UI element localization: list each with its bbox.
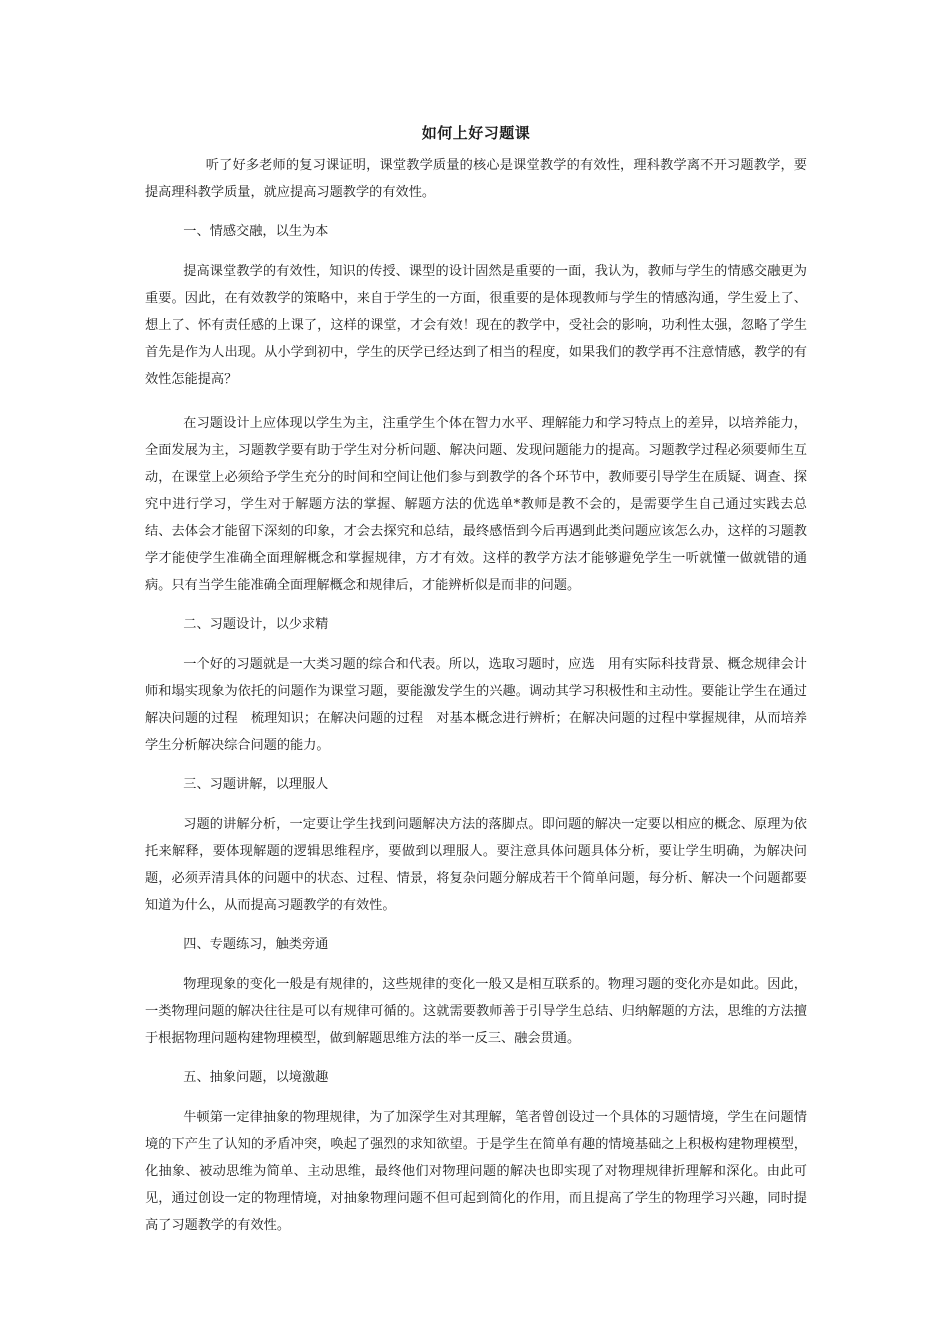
section-1-heading: 一、情感交融，以生为本 (183, 224, 329, 239)
document-page (145, 122, 807, 1239)
section-3-paragraph-1: 习题的讲解分析，一定要让学生找到问题解决方法的落脚点。即问题的解决一定要以相应的概念、原理为依托来解释，要体现解题的逻辑思维程序，要做到以理服人。要注意具体问题具体分析，要让学生明确，为解决问题，必须弄清具体的问题中的状态、过程、情景，将复杂问题分解成若干个简单问题，每分析、解决一个问题都要知道为什么，从而提高习题教学的有效性。 (145, 817, 807, 913)
section-2-heading: 二、习题设计，以少求精 (183, 617, 329, 632)
section-1-paragraph-1: 提高课堂教学的有效性，知识的传授、课型的设计固然是重要的一面，我认为，教师与学生的情感交融更为重要。因此，在有效教学的策略中，来自于学生的一方面，很重要的是体现教师与学生的情感沟通，学生爱上了、想上了、怀有责任感的上课了，这样的课堂，才会有效！现在的教学中，受社会的影响，功利性太强，忽略了学生首先是作为人出现。从小学到初中，学生的厌学已经达到了相当的程度，如果我们的教学再不注意情感，教学的有效性怎能提高？ (145, 264, 807, 387)
section-5-paragraph-1: 牛顿第一定律抽象的物理规律，为了加深学生对其理解，笔者曾创设过一个具体的习题情境，学生在问题情境的下产生了认知的矛盾冲突，唤起了强烈的求知欲望。于是学生在简单有趣的情境基础之上积极构建物理模型，化抽象、被动思维为简单、主动思维，最终他们对物理问题的解决也即实现了对物理规律折理解和深化。由此可见，通过创设一定的物理情境，对抽象物理问题不但可起到简化的作用，而且提高了学生的物理学习兴趣，同时提高了习题教学的有效性。 (145, 1110, 807, 1233)
section-2-paragraph-1: 一个好的习题就是一大类习题的综合和代表。所以，选取习题时，应选 用有实际科技背景、概念规律会计师和塌实现象为依托的问题作为课堂习题，要能激发学生的兴趣。调动其学习积极性和主动性。要能让学生在通过解决问题的过程 梳理知识；在解决问题的过程 对基本概念进行辨析；在解决问题的过程中掌握规律，从而培养学生分析解决综合问题的能力。 (145, 657, 807, 753)
section-5-heading: 五、抽象问题，以境激趣 (183, 1070, 329, 1085)
document-title: 如何上好习题课 (421, 124, 531, 142)
section-4-heading: 四、专题练习，触类旁通 (183, 937, 329, 952)
section-3-heading: 三、习题讲解，以理服人 (183, 777, 329, 792)
section-1-paragraph-2: 在习题设计上应体现以学生为主，注重学生个体在智力水平、理解能力和学习特点上的差异，以培养能力，全面发展为主，习题教学要有助于学生对分析问题、解决问题、发现问题能力的提高。习题教学过程必须要师生互动，在课堂上必须给予学生充分的时间和空间让他们参与到教学的各个环节中，教师要引导学生在质疑、调查、探究中进行学习，学生对于解题方法的掌握、解题方法的优选单*教师是教不会的，是需要学生自己通过实践去总结、去体会才能留下深刻的印象，才会去探究和总结，最终感悟到今后再遇到此类问题应该怎么办，这样的习题教学才能使学生准确全面理解概念和掌握规律，方才有效。这样的教学方法才能够避免学生一听就懂一做就错的通病。只有当学生能准确全面理解概念和规律后，才能辨析似是而非的问题。 (145, 416, 807, 593)
intro-paragraph: 听了好多老师的复习课证明，课堂教学质量的核心是课堂教学的有效性，理科教学离不开习题教学，要提高理科教学质量，就应提高习题教学的有效性。 (145, 158, 807, 200)
section-4-paragraph-1: 物理现象的变化一般是有规律的，这些规律的变化一般又是相互联系的。物理习题的变化亦是如此。因此，一类物理问题的解决往往是可以有规律可循的。这就需要教师善于引导学生总结、归纳解题的方法，思维的方法擅于根据物理问题构建物理模型，做到解题思维方法的举一反三、融会贯通。 (145, 977, 807, 1046)
